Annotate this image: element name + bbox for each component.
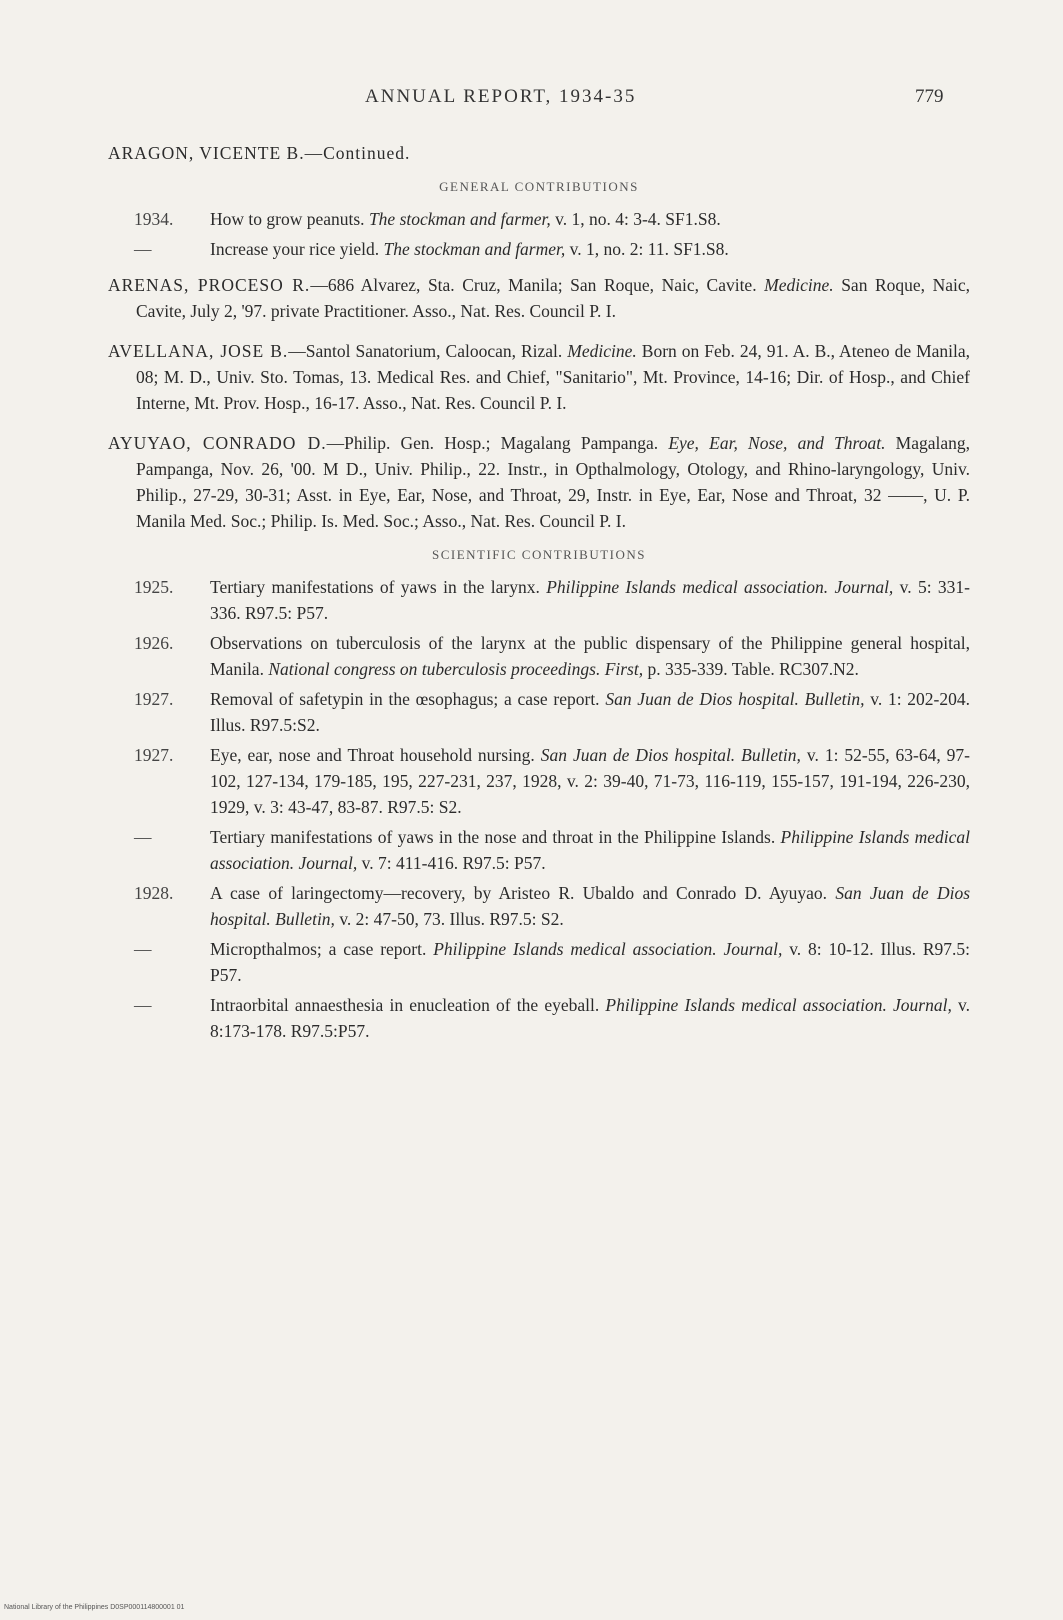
continued-heading: ARAGON, VICENTE B.—Continued. bbox=[108, 143, 411, 163]
entry-name: AVELLANA, JOSE B. bbox=[108, 341, 289, 361]
list-item: — Micropthalmos; a case report. Philippine Islands medical association. Journal, v. 8: 10-12. Illus. R97.5: P57. bbox=[134, 939, 970, 985]
entry-arenas: ARENAS, PROCESO R.—686 Alvarez, Sta. Cruz, Manila; San Roque, Naic, Cavite. Medicine. San Roque, Naic, Cavite, July 2, '97. private Practitioner. Asso., Nat. Res. Council P. I. bbox=[108, 275, 971, 321]
list-item: — Intraorbital annaesthesia in enucleation of the eyeball. Philippine Islands medical association. Journal, v. 8:173-178. R97.5:P57. bbox=[134, 995, 971, 1041]
entry-field: Medicine. bbox=[567, 341, 637, 361]
general-contributions-heading: GENERAL CONTRIBUTIONS bbox=[439, 179, 639, 194]
page-number: 779 bbox=[915, 86, 944, 107]
entry-avellana: AVELLANA, JOSE B.—Santol Sanatorium, Caloocan, Rizal. Medicine. Born on Feb. 24, 91. A. B., Ateneo de Manila, 08; M. D., Univ. Sto. Tomas, 13. Medical Res. and Chief, "Sanitario", Mt. Province, 14-16; Dir. of Hosp., and Chief Interne, Mt. Prov. Hosp., 16-17. Asso., Nat. Res. Council P. I. bbox=[108, 341, 971, 413]
list-item: 1934. How to grow peanuts. The stockman and farmer, v. 1, no. 4: 3-4. SF1.S8. bbox=[134, 209, 721, 229]
entry-name: AYUYAO, CONRADO D. bbox=[108, 433, 327, 453]
scientific-contributions-heading: SCIENTIFIC CONTRIBUTIONS bbox=[431, 547, 647, 562]
entry-ayuyao: AYUYAO, CONRADO D.—Philip. Gen. Hosp.; Magalang Pampanga. Eye, Ear, Nose, and Throat. Magalang, Pampanga, Nov. 26, '00. M D., Univ. Philip., 22. Instr., in Opthalmology, Otology, and Rhino-laryngology, Univ. Philip., 27-29, 30-31; Asst. in Eye, Ear, Nose, and Throat, 29, Instr. in Eye, Ear, Nose and Throat, 32 ——, U. P. Manila Med. Soc.; Philip. Is. Med. Soc.; Asso., Nat. Res. Council P. I. bbox=[108, 433, 971, 531]
scientific-contributions-list bbox=[108, 574, 970, 1044]
list-item: — Tertiary manifestations of yaws in the nose and throat in the Philippine Islands. Philippine Islands medical association. Journal, v. 7: 411-416. R97.5: P57. bbox=[134, 827, 970, 873]
entry-field: Eye, Ear, Nose, and Throat. bbox=[668, 433, 886, 453]
list-item: 1927. Removal of safetypin in the œsophagus; a case report. San Juan de Dios hospital. Bulletin, v. 1: 202-204. Illus. R97.5:S2. bbox=[134, 689, 971, 735]
list-item: 1925. Tertiary manifestations of yaws in the larynx. Philippine Islands medical association. Journal, v. 5: 331-336. R97.5: P57. bbox=[134, 577, 971, 623]
running-title: ANNUAL REPORT, 1934-35 bbox=[365, 86, 637, 107]
general-contributions-list bbox=[108, 206, 970, 262]
footer-stamp: National Library of the Philippines D0SP000114800001 01 bbox=[4, 1604, 185, 1611]
content bbox=[108, 140, 970, 1054]
entry-field: Medicine. bbox=[764, 275, 834, 295]
list-item: 1928. A case of laringectomy—recovery, by Aristeo R. Ubaldo and Conrado D. Ayuyao. San Juan de Dios hospital. Bulletin, v. 2: 47-50, 73. Illus. R97.5: S2. bbox=[134, 883, 970, 929]
list-item: 1926. Observations on tuberculosis of the larynx at the public dispensary of the Philippine general hospital, Manila. National congress on tuberculosis proceedings. First, p. 335-339. Table. RC307.N2. bbox=[134, 633, 970, 679]
running-head bbox=[0, 86, 1063, 116]
list-item: — Increase your rice yield. The stockman and farmer, v. 1, no. 2: 11. SF1.S8. bbox=[134, 239, 729, 259]
list-item: 1927. Eye, ear, nose and Throat household nursing. San Juan de Dios hospital. Bulletin, v. 1: 52-55, 63-64, 97-102, 127-134, 179-185, 195, 227-231, 237, 1928, v. 2: 39-40, 71-73, 116-119, 155-157, 191-194, 226-230, 1929, v. 3: 43-47, 83-87. R97.5: S2. bbox=[134, 745, 971, 817]
entry-name: ARENAS, PROCESO R. bbox=[108, 275, 311, 295]
